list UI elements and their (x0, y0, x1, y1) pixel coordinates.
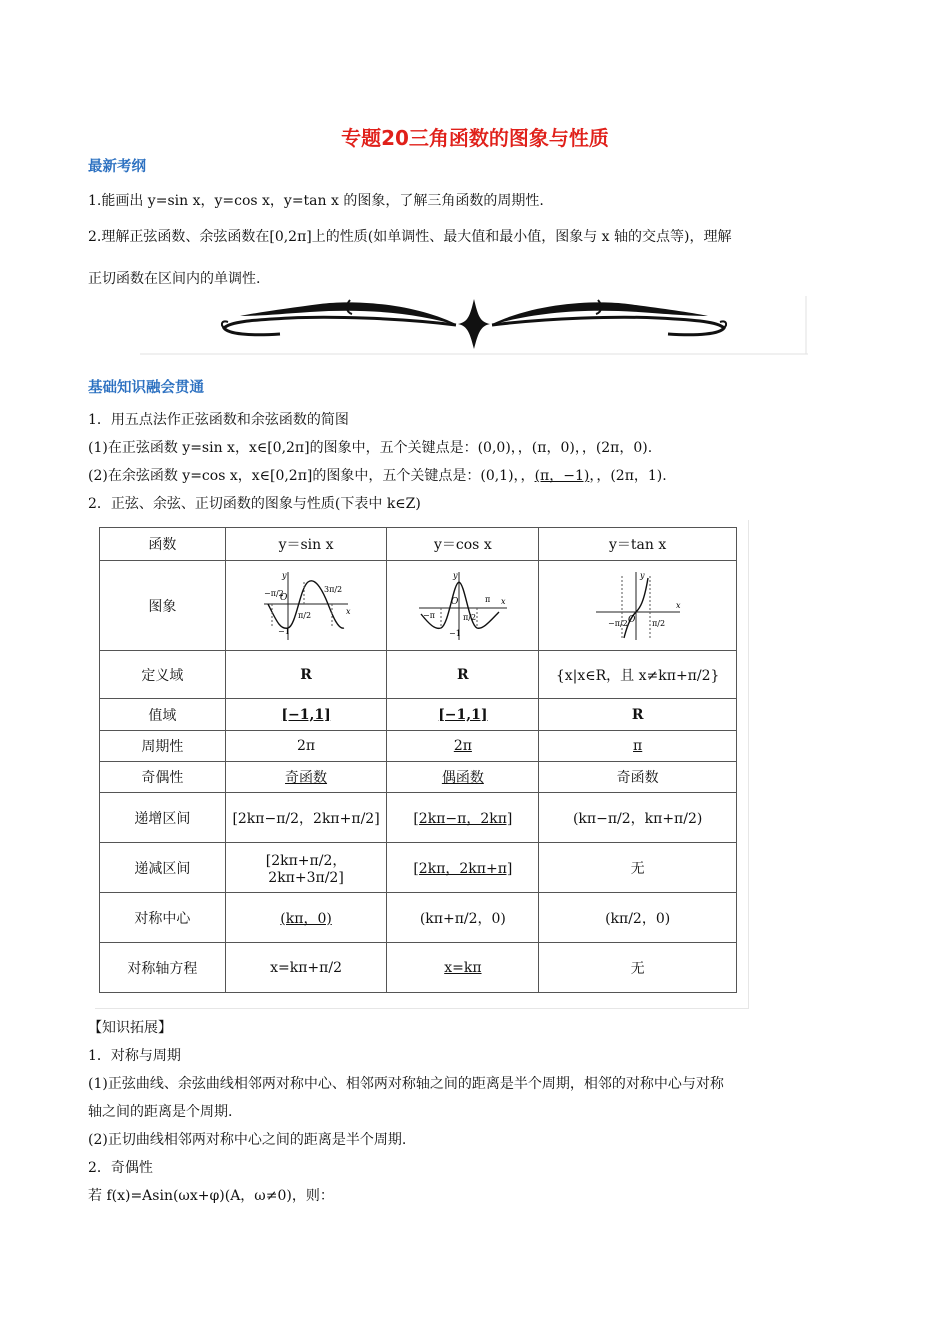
tan-cell: 无 (539, 943, 737, 993)
tick-label: −π/2 (264, 588, 284, 598)
tick-label: π/2 (651, 618, 665, 628)
row-label: 图象 (100, 561, 226, 651)
row-label: 奇偶性 (100, 762, 226, 793)
syllabus-item-2a: 2.理解正弦函数、余弦函数在[0,2π]上的性质(如单调性、最大值和最小值，图象与 x 轴的交点等)，理解 (88, 229, 732, 245)
extension-line-4: (2)正切曲线相邻两对称中心之间的距离是半个周期. (88, 1132, 407, 1148)
syllabus-heading: 最新考纲 (88, 159, 146, 175)
extension-heading: 【知识拓展】 (88, 1020, 172, 1036)
basics-heading: 基础知识融会贯通 (88, 380, 204, 396)
sin-cell: [2kπ+π/2，2kπ+3π/2] (225, 843, 387, 893)
cos-cell: [2kπ，2kπ+π] (387, 843, 539, 893)
trig-properties-table (99, 527, 737, 993)
table-row (100, 762, 737, 793)
sin-cell: R (225, 651, 387, 699)
sin-cell: 2π (225, 731, 387, 762)
basics-line-3 (88, 465, 667, 485)
table-header-cell: y＝tan x (539, 528, 737, 561)
cos-graph (415, 568, 511, 644)
tan-cell: 奇函数 (539, 762, 737, 793)
tan-cell: 无 (539, 843, 737, 893)
cos-cell: (kπ+π/2，0) (387, 893, 539, 943)
tick-label: O (627, 614, 636, 625)
tan-cell: π (539, 731, 737, 762)
table-row (100, 943, 737, 993)
syllabus-item-2b: 正切函数在区间内的单调性. (88, 271, 261, 287)
row-label: 对称中心 (100, 893, 226, 943)
extension-line-2: (1)正弦曲线、余弦曲线相邻两对称中心、相邻两对称轴之间的距离是半个周期，相邻的对称中心与对称 (88, 1076, 724, 1092)
syllabus-item-1: 1.能画出 y=sin x，y=cos x，y=tan x 的图象，了解三角函数的周期性. (88, 193, 544, 209)
tan-graph-cell (539, 561, 737, 651)
cos-graph-cell (387, 561, 539, 651)
axis-label: x (346, 606, 351, 616)
table-row-graph (100, 561, 737, 651)
tick-label: π (484, 594, 491, 604)
sin-graph-cell (225, 561, 387, 651)
tick-label: −π/2 (607, 618, 628, 628)
tick-label: O (450, 596, 459, 607)
cos-cell: [2kπ−π，2kπ] (387, 793, 539, 843)
axis-label: y (282, 570, 287, 580)
tick-label: 3π/2 (324, 584, 343, 594)
tan-graph (590, 568, 686, 644)
extension-line-1: 1．对称与周期 (88, 1048, 181, 1064)
sin-cell: [2kπ−π/2，2kπ+π/2] (225, 793, 387, 843)
cos-cell: 2π (387, 731, 539, 762)
table-row (100, 699, 737, 731)
tan-cell: (kπ/2，0) (539, 893, 737, 943)
axis-label: y (452, 570, 458, 580)
table-row (100, 843, 737, 893)
row-label: 对称轴方程 (100, 943, 226, 993)
cos-cell: 偶函数 (387, 762, 539, 793)
sin-cell: [−1,1] (225, 699, 387, 731)
row-label: 递减区间 (100, 843, 226, 893)
table-header-row (100, 528, 737, 561)
basics-line-1: 1．用五点法作正弦函数和余弦函数的简图 (88, 412, 349, 428)
tan-cell: {x|x∈R，且 x≠kπ+π/2} (539, 651, 737, 699)
cos-cell: [−1,1] (387, 699, 539, 731)
table-header-cell: y＝cos x (387, 528, 539, 561)
extension-line-3: 轴之间的距离是个周期. (88, 1104, 233, 1120)
row-label: 周期性 (100, 731, 226, 762)
basics-line-4: 2．正弦、余弦、正切函数的图象与性质(下表中 k∈Z) (88, 496, 421, 512)
table-row (100, 793, 737, 843)
tick-label: −1 (448, 628, 461, 638)
row-label: 递增区间 (100, 793, 226, 843)
row-label: 定义域 (100, 651, 226, 699)
basics-line-2: (1)在正弦函数 y=sin x，x∈[0,2π]的图象中，五个关键点是：(0,0)，，(π，0)，，(2π，0). (88, 440, 653, 456)
ornament-divider (140, 294, 808, 356)
axis-label: x (500, 596, 506, 606)
page-title: 专题20三角函数的图象与性质 (341, 126, 609, 150)
cos-cell: x=kπ (387, 943, 539, 993)
axis-label: y (639, 570, 645, 580)
tick-label: π/2 (298, 610, 312, 620)
row-label: 值域 (100, 699, 226, 731)
sin-cell: x=kπ+π/2 (225, 943, 387, 993)
table-row (100, 651, 737, 699)
table-row (100, 731, 737, 762)
table-row (100, 893, 737, 943)
table-header-cell: 函数 (100, 528, 226, 561)
sin-cell: (kπ，0) (225, 893, 387, 943)
tan-cell: (kπ−π/2，kπ+π/2) (539, 793, 737, 843)
tick-label: π/2 (462, 612, 476, 622)
extension-line-6: 若 f(x)=Asin(ωx+φ)(A，ω≠0)，则： (88, 1188, 334, 1204)
sin-graph (258, 568, 354, 644)
extension-line-5: 2．奇偶性 (88, 1160, 153, 1176)
tick-label: −1 (278, 626, 290, 636)
basics-line-3-underlined: (π，−1) (534, 468, 590, 484)
tan-cell: R (539, 699, 737, 731)
table-header-cell: y＝sin x (225, 528, 387, 561)
basics-line-3-pre: (2)在余弦函数 y=cos x，x∈[0,2π]的图象中，五个关键点是：(0,1)，， (88, 468, 535, 484)
cos-cell: R (387, 651, 539, 699)
axis-label: x (675, 600, 681, 610)
sin-cell: 奇函数 (225, 762, 387, 793)
tick-label: O (280, 592, 288, 603)
tick-label: −π (422, 610, 435, 620)
basics-line-3-post: ，，(2π，1). (589, 468, 667, 484)
